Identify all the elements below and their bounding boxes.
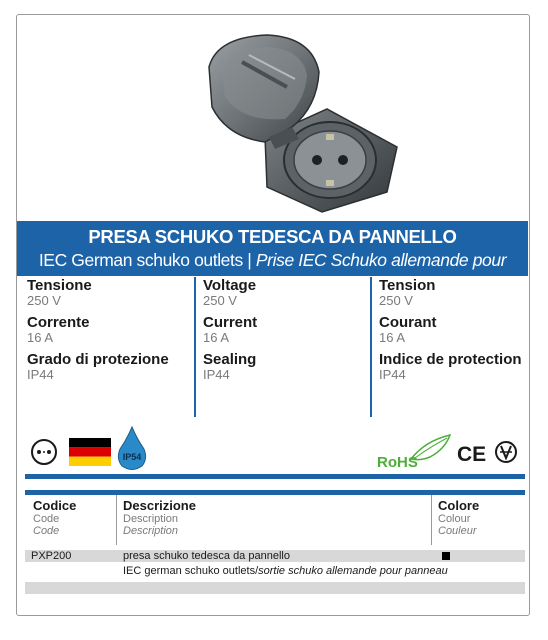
- header-desc-it: Descrizione: [123, 498, 196, 513]
- header-colour: [438, 499, 479, 537]
- product-card: [16, 14, 530, 616]
- spec-value: 250 V: [203, 293, 237, 308]
- row-code: PXP200: [31, 550, 72, 562]
- column-separator: [431, 495, 432, 545]
- header-desc-fr: Description: [123, 525, 179, 537]
- row-desc-it: presa schuko tedesca da pannello: [123, 550, 290, 562]
- specs-column-it: [27, 277, 192, 417]
- colour-swatch: [442, 552, 450, 560]
- header-code-en: Code: [33, 513, 60, 525]
- subtitle-fr: Prise IEC Schuko allemande pour panneau: [239, 250, 507, 291]
- row-desc-fr: sortie schuko allemande pour panneau: [258, 565, 448, 577]
- spec-label: Voltage: [203, 277, 257, 294]
- ce-mark-icon: [457, 441, 491, 465]
- ip-rating-text: IP54: [122, 452, 142, 462]
- schuko-plug-icon: [29, 437, 59, 467]
- row-desc-en-fr: [123, 565, 448, 577]
- subtitle-en: IEC German schuko outlets |: [38, 250, 256, 270]
- spec-value: 250 V: [27, 293, 61, 308]
- rohs-icon: [375, 431, 455, 471]
- spec-label: Grado di protezione: [27, 351, 169, 368]
- spec-value: IP44: [27, 367, 54, 382]
- spec-value: 250 V: [379, 293, 413, 308]
- spec-value: IP44: [379, 367, 406, 382]
- column-separator: [116, 495, 117, 545]
- table-row-bg: [25, 582, 525, 594]
- specs-column-fr: [379, 277, 529, 417]
- header-code-it: Codice: [33, 498, 77, 513]
- divider-bar: [25, 474, 525, 479]
- header-code-fr: Code: [33, 525, 60, 537]
- spec-value: 16 A: [27, 330, 54, 345]
- header-color-fr: Couleur: [438, 525, 477, 537]
- spec-label: Indice de protection: [379, 351, 522, 368]
- column-divider: [194, 277, 196, 417]
- spec-label: Current: [203, 314, 258, 331]
- spec-label: Sealing: [203, 351, 257, 368]
- spec-label: Courant: [379, 314, 437, 331]
- spec-value: 16 A: [379, 330, 406, 345]
- header-desc-en: Description: [123, 513, 179, 525]
- header-code: [33, 499, 76, 537]
- header-color-en: Colour: [438, 513, 471, 525]
- header-color-it: Colore: [438, 498, 480, 513]
- spec-value: IP44: [203, 367, 230, 382]
- row-desc-en: IEC german schuko outlets/: [123, 565, 259, 577]
- column-divider: [370, 277, 372, 417]
- specs-section: [17, 277, 528, 417]
- specs-column-en: [203, 277, 368, 417]
- spec-value: 16 A: [203, 330, 230, 345]
- spec-label: Tension: [379, 277, 436, 294]
- ce-text: CE: [457, 443, 487, 465]
- rohs-text: RoHS: [377, 454, 418, 471]
- spec-label: Tensione: [27, 277, 92, 294]
- germany-flag-icon: [69, 438, 111, 466]
- spec-label: Corrente: [27, 314, 90, 331]
- header-description: [123, 499, 196, 537]
- table-header: [25, 495, 525, 545]
- product-title: PRESA SCHUKO TEDESCA DA PANNELLO: [88, 226, 457, 247]
- ip-drop-icon: [117, 425, 147, 471]
- imq-mark-icon: [494, 440, 518, 464]
- certification-icons: [17, 425, 528, 475]
- product-photo: [187, 27, 417, 217]
